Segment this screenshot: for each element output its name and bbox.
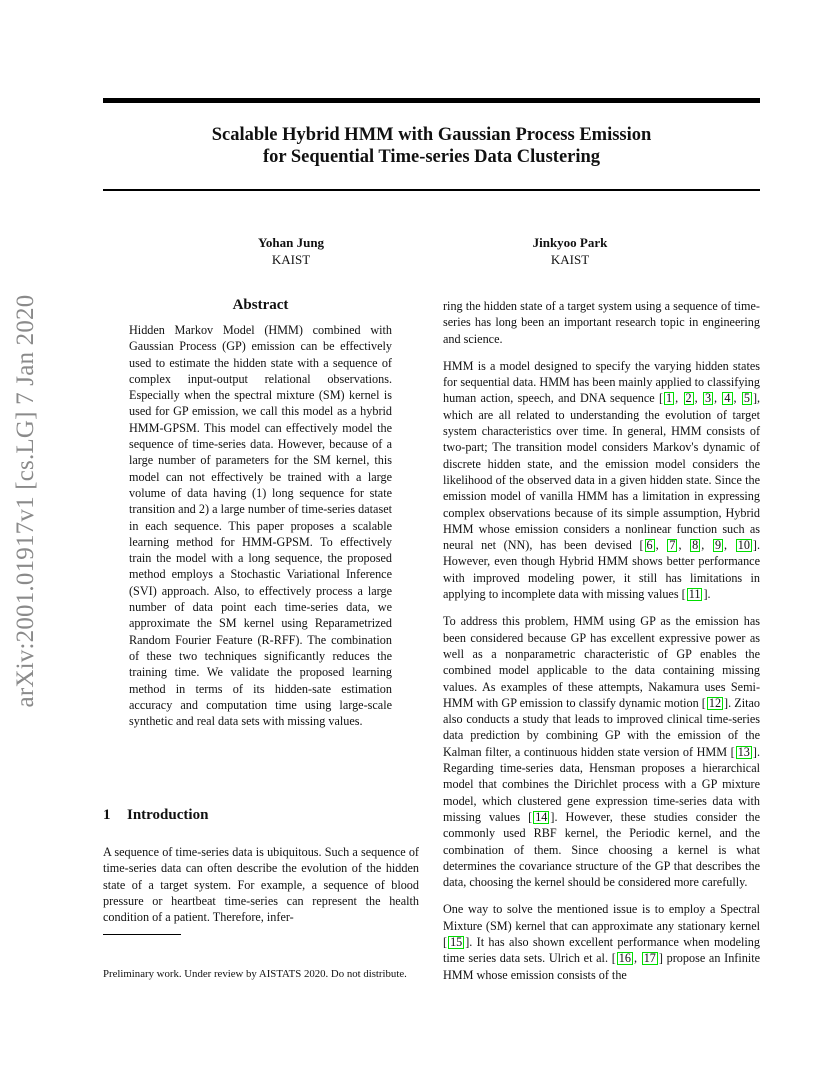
author-affiliation: KAIST xyxy=(550,252,590,267)
citation-link[interactable]: 16 xyxy=(618,951,631,966)
abstract-text: Hidden Markov Model (HMM) combined with Gaussian Process (GP) emission can be effectively used to estimate the hidden state with a sequence of complex input-output relational observations. Especially when the spectral mixture (SM) kernel is used for GP emission, we call this model as a hybrid HMM-GPSM. This model can effectively model the sequence of time-series data. However, because of a large number of parameters for the SM kernel, this model can not effectively be trained with a large volume of data having (1) long sequence for state transition and 2) a large number of time-series dataset in each sequence. This paper proposes a scalable learning method for HMM-GPSM. To effectively train the model with a long sequence, the proposed method employs a Stochastic Variational Inference (SVI) approach. Also, to effectively process a large number of data point each time-series data, we approximate the SM kernel using Reparametrized Random Fourier Feature (R-RFF). The combination of these two techniques significantly reduces the training time. We validate the proposed learning method in terms of its hidden-sate estimation accuracy and computation time using large-scale synthetic and real data sets with missing values. xyxy=(129,323,392,729)
section-title: Introduction xyxy=(127,807,209,823)
intro-paragraph-1: A sequence of time-series data is ubiquitous. Such a sequence of time-series data can often describe the evolution of the hidden state of a target system. For example, a sequence of blood pressure or heartbeat time-series can represent the health condition of a patient. Therefore, infer- xyxy=(103,845,419,925)
intro-paragraph-hmm: HMM is a model designed to specify the varying hidden states for sequential data. HMM has been mainly applied to classifying human action, speech, and DNA sequence [ 1 , 2 , 3 , 4 , 5 ], which are all related to understanding the evolution of target system characteristics over time. In general, HMM consists of two-part; The transition model considers Markov's dynamic of discrete hidden state, and the emission model considers the likelihood of the observed data in a given hidden state. Since the emission model of vanilla HMM has a limitation in expressing complex observations because of its simple assumption, Hybrid HMM whose emission considers a nonlinear function such as neural net (NN), has been devised [ 6 , 7 , 8 , 9 , 10 ]. However, even though Hybrid HMM shows better performance with improved modeling power, it still has limitations in applying to incomplete data with missing values [ 11 ]. xyxy=(443,358,761,602)
section-number: 1 xyxy=(103,807,111,823)
citation-link[interactable]: 3 xyxy=(704,391,712,406)
citation-link[interactable]: 5 xyxy=(743,391,750,406)
author-name: Jinkyoo Park xyxy=(532,235,608,250)
citation-link[interactable]: 11 xyxy=(688,587,701,602)
citation-link[interactable]: 15 xyxy=(450,934,463,949)
author-block-2 xyxy=(470,234,670,268)
author-name: Yohan Jung xyxy=(257,235,325,250)
author-block-1 xyxy=(191,234,391,268)
arxiv-sidebar xyxy=(6,294,46,707)
citation-link[interactable]: 8 xyxy=(692,538,699,553)
citation-link[interactable]: 17 xyxy=(643,951,656,966)
arxiv-identifier: arXiv:2001.01917v1 [cs.LG] 7 Jan 2020 xyxy=(12,294,39,707)
title-rule-top xyxy=(103,98,760,103)
intro-paragraph-gp: To address this problem, HMM using GP as the emission has been considered because GP has excellent expressive power as well as a nonparametric characteristic of GP enables the combined model applicable to the data containing missing values. As examples of these attempts, Nakamura uses Semi-HMM with GP emission to classify dynamic motion [ 12 ]. Zitao also conducts a study that leads to improved clinical time-series data prediction by combining GP with the emission of the Kalman filter, a continuous hidden state version of HMM [ 13 ]. Regarding time-series data, Hensman proposes a hierarchical model that combines the Dirichlet process with a GP mixture model, which clustered gene expression time-series data with missing values [ 14 ]. However, these studies consider the commonly used RBF kernel, the Periodic kernel, and the combination of them. Since choosing a kernel is what determines the covariance structure of the GP that describes the data, choosing the kernel should be considered more carefully. xyxy=(443,614,760,890)
citation-group: 6 , 7 , 8 , 9 , 10 xyxy=(646,538,750,553)
citation-link[interactable]: 1 xyxy=(666,391,673,406)
citation-link[interactable]: 2 xyxy=(685,391,692,406)
author-affiliation: KAIST xyxy=(271,252,311,267)
citation-link[interactable]: 10 xyxy=(737,538,750,553)
abstract-heading: Abstract xyxy=(232,297,289,313)
citation-link[interactable]: 4 xyxy=(724,391,731,406)
footnote: Preliminary work. Under review by AISTATS 2020. Do not distribute. xyxy=(103,968,407,980)
title-line-1: Scalable Hybrid HMM with Gaussian Process Emission xyxy=(211,125,652,145)
title-line-2: for Sequential Time-series Data Clustering xyxy=(262,147,601,167)
citation-link[interactable]: 13 xyxy=(737,744,750,759)
title-rule-bottom xyxy=(103,189,760,191)
right-column xyxy=(443,298,760,992)
footnote-rule xyxy=(103,934,181,935)
intro-paragraph-sm: One way to solve the mentioned issue is to employ a Spectral Mixture (SM) kernel that can approximate any stationary kernel [ 15 ]. It has also shown excellent performance when modeling time series data sets. Ulrich et al. [ 16 , 17 ] propose an Infinite HMM whose emission consists of the xyxy=(443,902,761,982)
citation-link[interactable]: 6 xyxy=(646,538,653,553)
citation-group: 16 , 17 xyxy=(618,951,656,966)
section-heading-introduction xyxy=(103,807,208,824)
paper-title xyxy=(103,124,760,168)
citation-link[interactable]: 9 xyxy=(714,538,722,553)
intro-paragraph-continued: ring the hidden state of a target system using a sequence of time-series has long been an important research topic in engineering and science. xyxy=(443,299,760,346)
citation-link[interactable]: 14 xyxy=(535,809,548,824)
citation-group: 1 , 2 , 3 , 4 , 5 xyxy=(666,391,750,406)
citation-link[interactable]: 7 xyxy=(669,538,676,553)
citation-link[interactable]: 12 xyxy=(708,695,722,710)
